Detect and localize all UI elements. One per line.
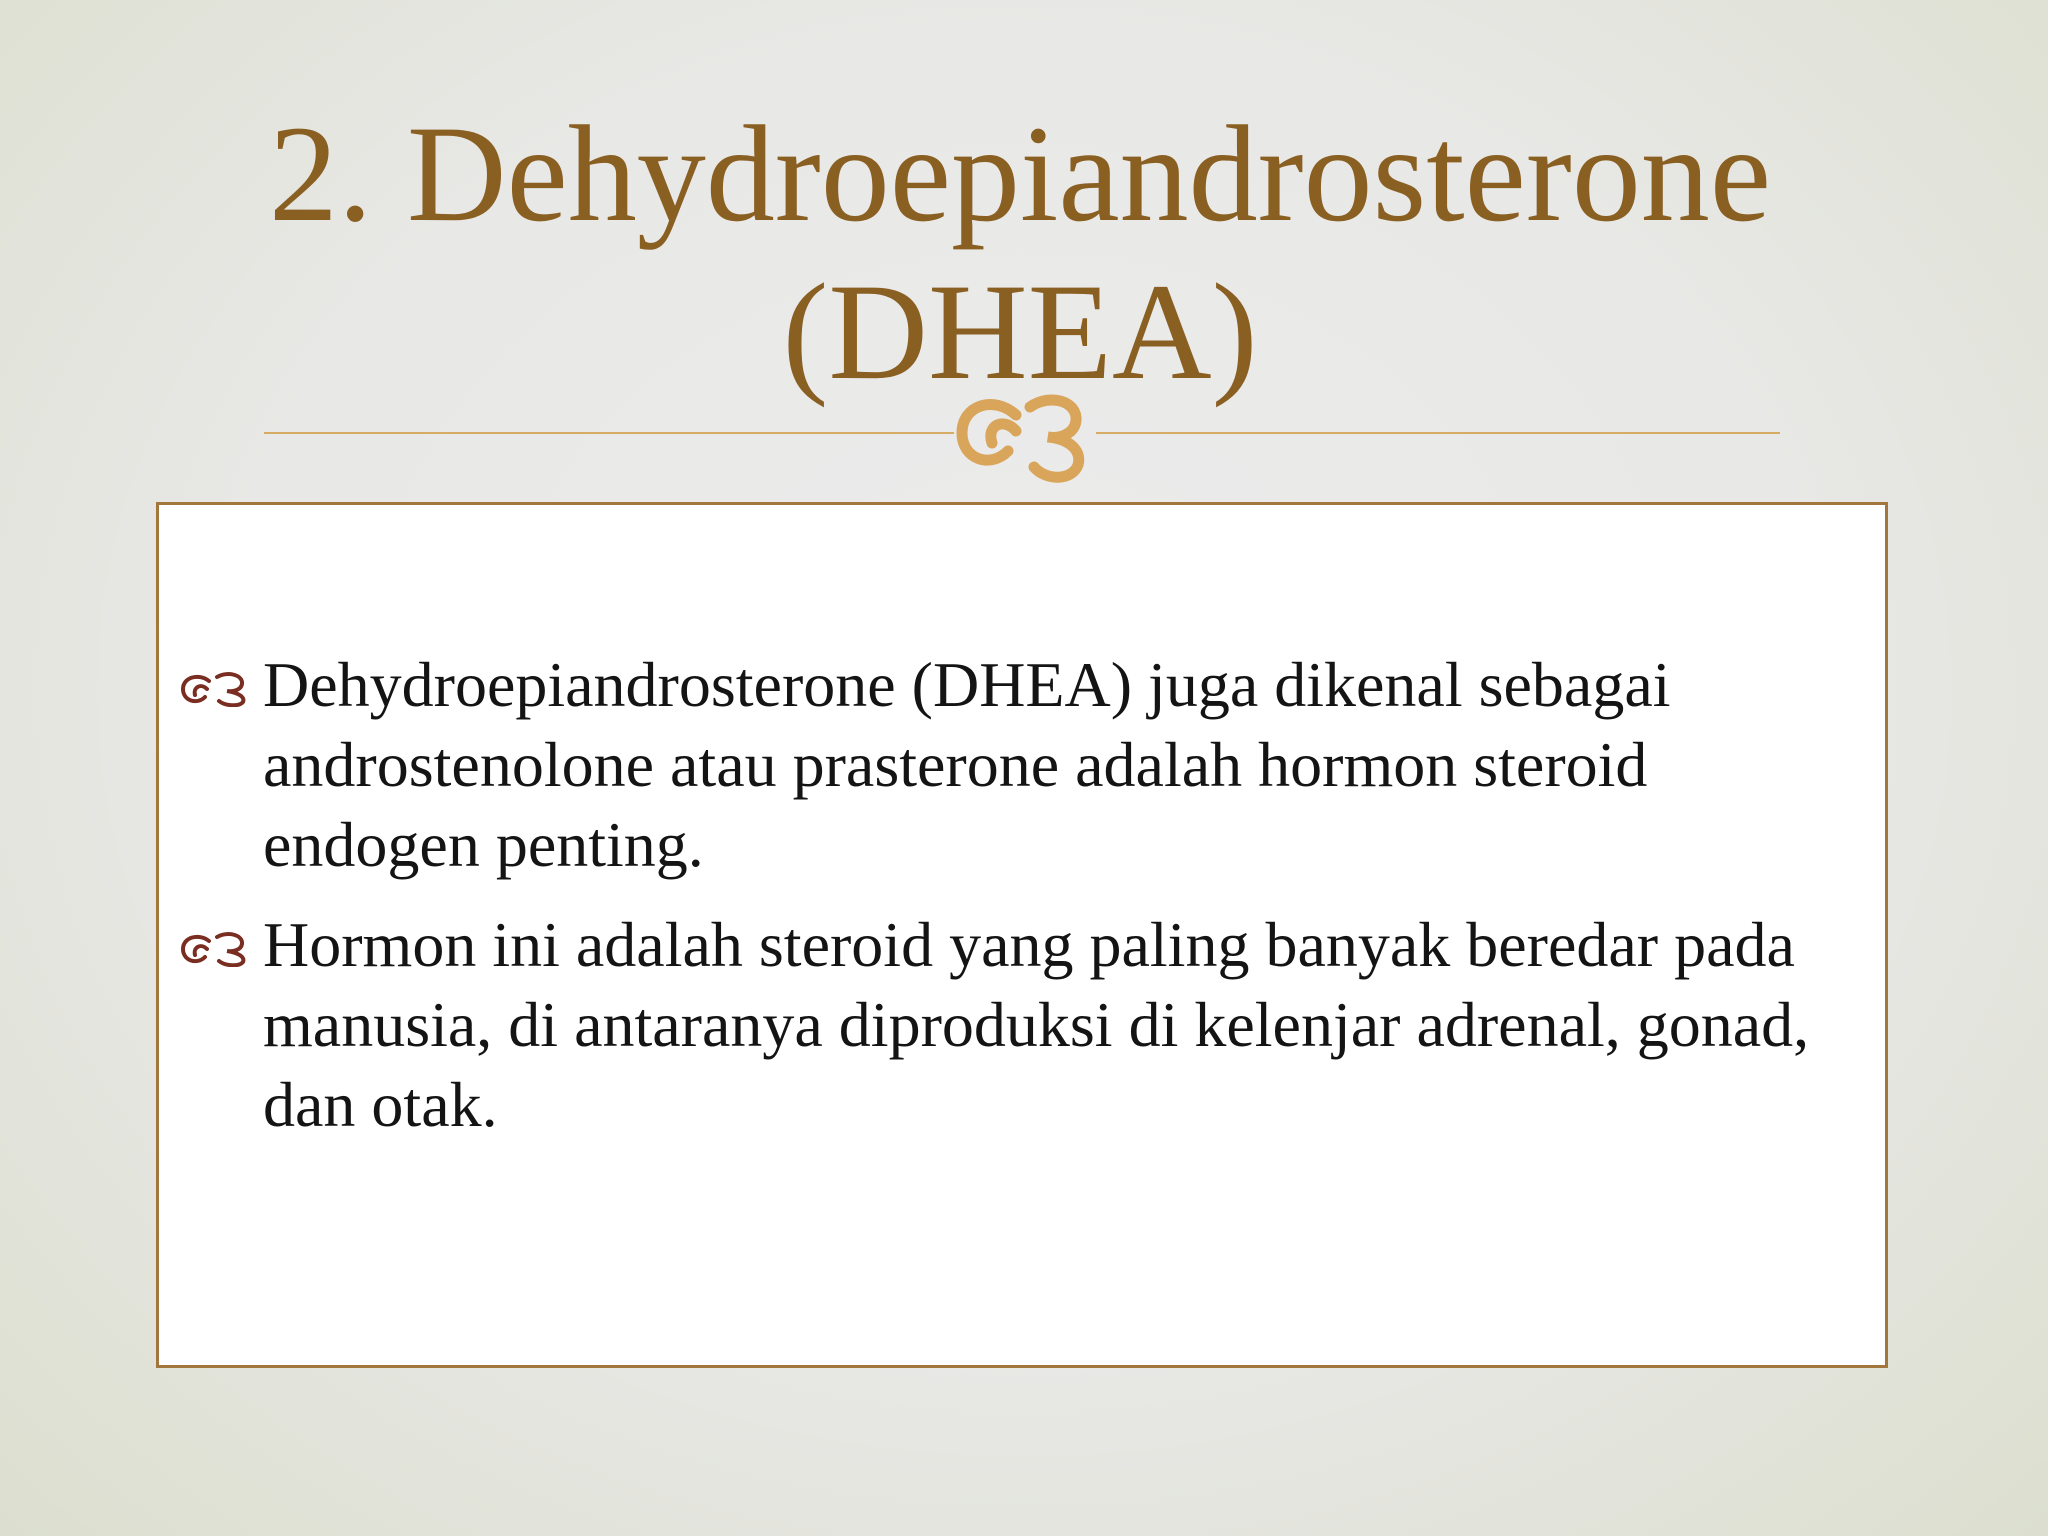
title-divider-right: [1096, 432, 1780, 434]
flourish-bullet-icon: [179, 931, 249, 967]
slide-title: [200, 95, 1840, 411]
slide-title-line-2: (DHEA): [782, 255, 1258, 408]
bullet-list: [159, 645, 1885, 1165]
title-divider-left: [264, 432, 954, 434]
bullet-text: Dehydroepiandrosterone (DHEA) juga dikenal sebagai androstenolone atau prasterone adalah hormon steroid endogen penting.: [263, 649, 1671, 880]
bullet-item: [159, 905, 1885, 1145]
bullet-item: [159, 645, 1885, 885]
flourish-bullet-icon: [179, 671, 249, 707]
flourish-ornament-icon: [954, 385, 1096, 485]
bullet-text: Hormon ini adalah steroid yang paling banyak beredar pada manusia, di antaranya diproduksi di kelenjar adrenal, gonad, dan otak.: [263, 909, 1810, 1140]
content-box: [156, 502, 1888, 1368]
slide-title-line-1: 2. Dehydroepiandrosterone: [268, 97, 1772, 250]
